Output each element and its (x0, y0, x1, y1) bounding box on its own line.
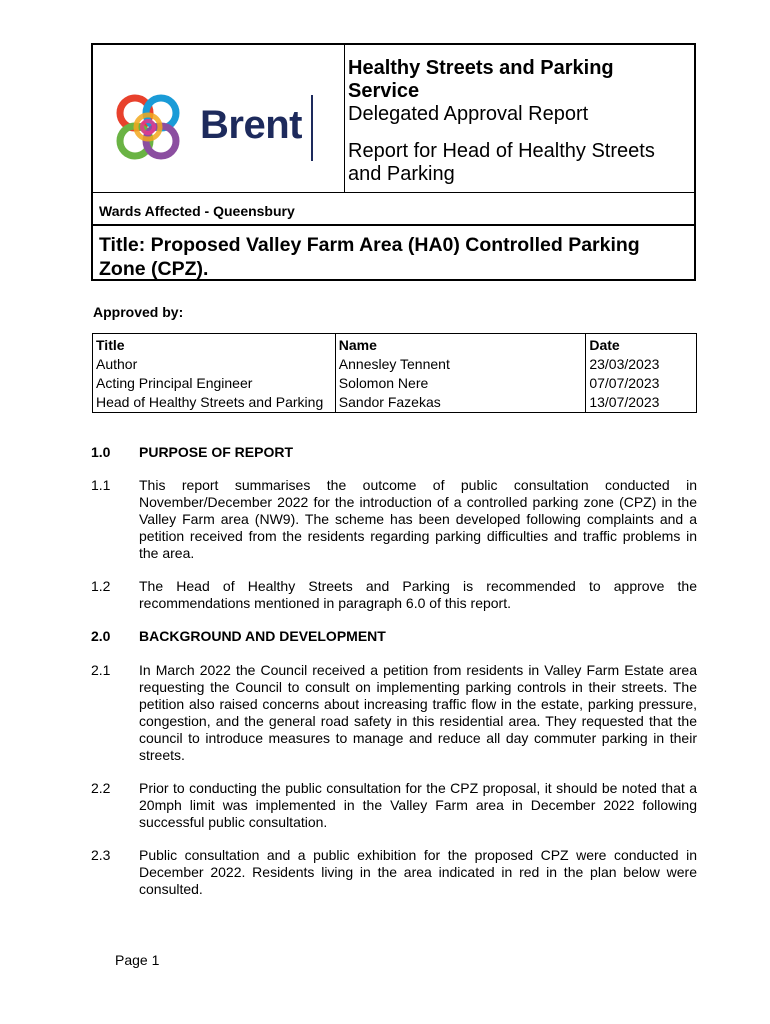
service-title: Healthy Streets and Parking Service (348, 57, 614, 102)
approved-by-label: Approved by: (93, 304, 184, 320)
brent-logo-text: Brent (200, 103, 302, 147)
column-header-date: Date (586, 334, 697, 356)
paragraph-text: Prior to conducting the public consultation for the CPZ proposal, it should be noted that a 20mph limit was implemented in the Valley Farm area in December 2022 following successful public consultation. (139, 780, 697, 830)
cell-date: 23/03/2023 (586, 355, 697, 374)
cell-name: Sandor Fazekas (335, 393, 586, 413)
cell-title: Acting Principal Engineer (93, 374, 336, 393)
report-type: Delegated Approval Report (348, 103, 589, 125)
logo-divider (311, 95, 313, 161)
paragraph-text: The Head of Healthy Streets and Parking is recommended to approve the recommendations mentioned in paragraph 6.0 of this report. (139, 578, 697, 611)
paragraph-text: This report summarises the outcome of public consultation conducted in November/December 2022 for the introduction of a controlled parking zone (CPZ) in the Valley Farm area (NW9). The scheme has been developed following complaints and a petition received from the residents regarding parking difficulties and traffic problems in the area. (139, 477, 697, 561)
page-number: Page 1 (115, 952, 160, 968)
table-row (93, 393, 697, 413)
paragraph (91, 477, 697, 562)
report-for: Report for Head of Healthy Streets and Parking (348, 140, 655, 185)
paragraph-number: 1.2 (91, 578, 111, 594)
logo-cell (93, 45, 345, 192)
cell-title: Head of Healthy Streets and Parking (93, 393, 336, 413)
table-row (93, 355, 697, 374)
paragraph-text: In March 2022 the Council received a petition from residents in Valley Farm Estate area requesting the Council to consult on implementing parking controls in their streets. The petition also raised concerns about increasing traffic flow in the estate, parking pressure, congestion, and the general road safety in this residential area. They requested that the council to introduce measures to manage and reduce all day commuter parking in their streets. (139, 662, 697, 763)
paragraph (91, 578, 697, 612)
brent-logo-icon (113, 93, 193, 165)
paragraph-text: Public consultation and a public exhibition for the proposed CPZ were conducted in December 2022. Residents living in the area indicated in red in the plan below were consulted. (139, 847, 697, 897)
paragraph-number: 2.3 (91, 847, 111, 863)
approval-table (92, 333, 697, 413)
paragraph (91, 780, 697, 831)
wards-affected: Wards Affected - Queensbury (93, 192, 694, 226)
cell-date: 07/07/2023 (586, 374, 697, 393)
report-header (91, 43, 696, 281)
paragraph-number: 1.1 (91, 477, 111, 493)
paragraph-number: 2.1 (91, 662, 111, 678)
paragraph (91, 662, 697, 764)
section-number: 2.0 (91, 628, 111, 644)
table-row (93, 374, 697, 393)
cell-name: Annesley Tennent (335, 355, 586, 374)
section-title: BACKGROUND AND DEVELOPMENT (139, 628, 386, 644)
cell-name: Solomon Nere (335, 374, 586, 393)
cell-date: 13/07/2023 (586, 393, 697, 413)
paragraph-number: 2.2 (91, 780, 111, 796)
section-number: 1.0 (91, 444, 111, 460)
report-title: Title: Proposed Valley Farm Area (HA0) Controlled Parking Zone (CPZ). (99, 234, 640, 280)
table-header-row (93, 334, 697, 356)
section-title: PURPOSE OF REPORT (139, 444, 294, 460)
column-header-title: Title (93, 334, 336, 356)
paragraph (91, 847, 697, 898)
column-header-name: Name (335, 334, 586, 356)
cell-title: Author (93, 355, 336, 374)
service-info (348, 57, 688, 186)
